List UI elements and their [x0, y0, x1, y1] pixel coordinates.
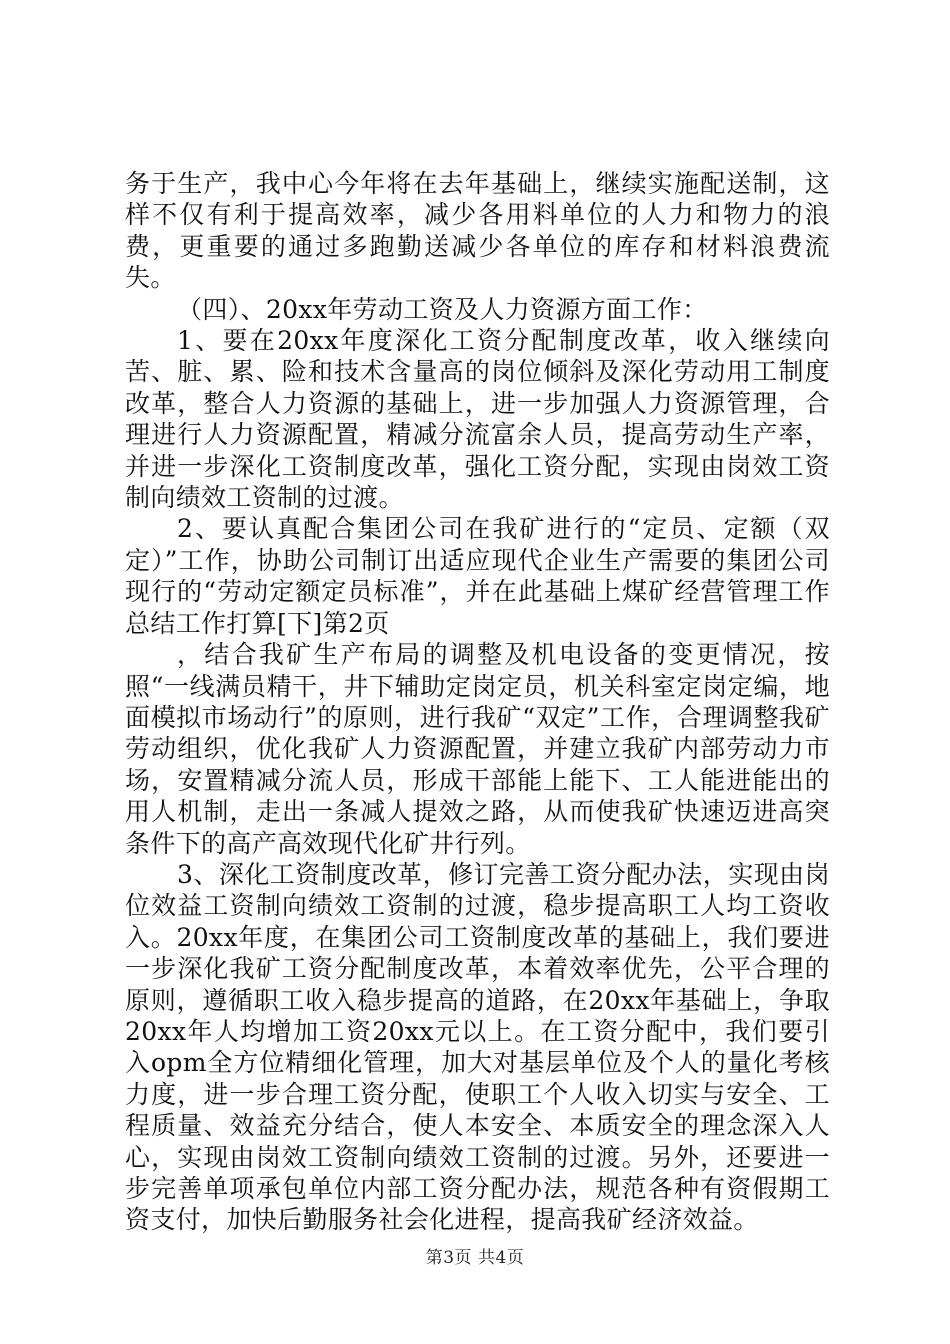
section-heading: （四）、20xx年劳动工资及人力资源方面工作： [177, 294, 708, 324]
paragraph-item-2: 2、要认真配合集团公司在我矿进行的“定员、定额（双定）”工作，协助公司制订出适应现代企业生产需要的集团公司现行的“劳动定额定员标准”，并在此基础上煤矿经营管理工作总结工作打算[下]第2页 [125, 514, 830, 638]
page-number-label: 第3页 共4页 [425, 1248, 525, 1268]
paragraph-item-2-continued: ，结合我矿生产布局的调整及机电设备的变更情况，按照“一线满员精干，井下辅助定岗定员，机关科室定岗定编，地面模拟市场动行”的原则，进行我矿“双定”工作，合理调整我矿劳动组织，优化我矿人力资源配置，并建立我矿内部劳动力市场，安置精减分流人员，形成干部能上能下、工人能进能出的用人机制，走出一条减人提效之路，从而使我矿快速迈进高突条件下的高产高效现代化矿井行列。 [125, 640, 830, 858]
paragraph-item-1: 1、要在20xx年度深化工资分配制度改革，收入继续向苦、脏、累、险和技术含量高的岗位倾斜及深化劳动用工制度改革，整合人力资源的基础上，进一步加强人力资源管理，合理进行人力资源配置，精减分流富余人员，提高劳动生产率，并进一步深化工资制度改革，强化工资分配，实现由岗效工资制向绩效工资制的过渡。 [125, 326, 830, 513]
page-footer [0, 1243, 950, 1268]
document-body [125, 168, 830, 1236]
paragraph-item-3: 3、深化工资制度改革，修订完善工资分配办法，实现由岗位效益工资制向绩效工资制的过渡，稳步提高职工人均工资收入。20xx年度，在集团公司工资制度改革的基础上，我们要进一步深化我矿工资分配制度改革，本着效率优先，公平合理的原则，遵循职工收入稳步提高的道路，在20xx年基础上，争取20xx年人均增加工资20xx元以上。在工资分配中，我们要引入opm全方位精细化管理，加大对基层单位及个人的量化考核力度，进一步合理工资分配，使职工个人收入切实与安全、工程质量、效益充分结合，使人本安全、本质安全的理念深入人心，实现由岗效工资制向绩效工资制的过渡。另外，还要进一步完善单项承包单位内部工资分配办法，规范各种有资假期工资支付，加快后勤服务社会化进程，提高我矿经济效益。 [125, 859, 830, 1235]
paragraph-continuation: 务于生产，我中心今年将在去年基础上，继续实施配送制，这样不仅有利于提高效率，减少各用料单位的人力和物力的浪费，更重要的通过多跑勤送减少各单位的库存和材料浪费流失。 [125, 169, 830, 293]
